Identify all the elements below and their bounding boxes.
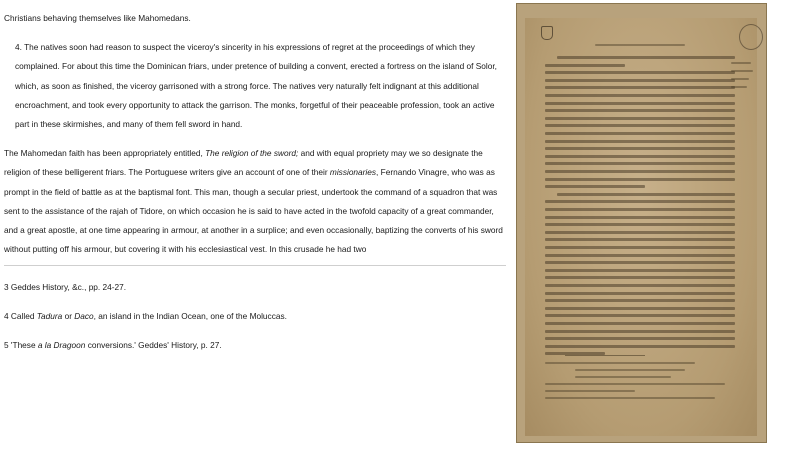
library-stamp-icon [541, 26, 553, 40]
main-italic-religion: The religion of the sword; [205, 148, 299, 159]
scan-text-line [545, 276, 735, 279]
scan-text-line [545, 140, 735, 143]
scan-text-line [557, 56, 735, 59]
main-part-2: and with equal propriety may we so designate the religion of these belligerent friars. The Portuguese writers give an account of one of their [4, 148, 483, 178]
scan-text-line [731, 70, 753, 72]
scan-text-line [545, 254, 735, 257]
scan-text-line [545, 64, 625, 67]
main-italic-missionaries: missionaries [329, 167, 377, 178]
scan-text-line [545, 383, 725, 385]
footnote-5-pre: 5 'These [4, 340, 38, 351]
scan-text-line [545, 223, 735, 226]
footnote-5-post: conversions.' Geddes' History, p. 27. [85, 340, 222, 351]
footnote-4-pre: 4 Called [4, 311, 37, 322]
scan-text-line [545, 397, 715, 399]
scan-text-line [545, 362, 695, 364]
scan-text-line [545, 314, 735, 317]
scan-text-line [545, 71, 735, 74]
footnote-4 [4, 297, 506, 326]
scan-text-line [545, 231, 735, 234]
scan-footnote-rule [565, 355, 645, 356]
scan-text-line [557, 193, 735, 196]
scan-text-line [545, 284, 735, 287]
scan-text-line [545, 292, 735, 295]
scan-text-line [545, 330, 735, 333]
main-part-3: , Fernando Vinagre, who was as prompt in the field of battle as at the baptismal font. This man, though a secular priest, undertook the command of a squadron that was sent to the assistance of the rajah of Tidore, on which occasion he is said to have acted in the twofold capacity of a great commander, and a great apostle, at one time appearing in armour, at another in a surplice; and even occasionally, baptizing the converts of his sword without putting off his armour, but covering it with his ecclesiastical vest. In this crusade he had two [4, 167, 503, 255]
footnote-3: 3 Geddes History, &c., pp. 24-27. [4, 282, 127, 293]
scan-text-line [545, 132, 735, 135]
scan-text-line [545, 94, 735, 97]
scan-text-line [595, 44, 685, 46]
paragraph-main [4, 144, 506, 259]
gl-monogram-icon [739, 24, 763, 50]
main-part-1: The Mahomedan faith has been appropriately entitled, [4, 148, 206, 159]
scan-text-line [575, 376, 671, 378]
page-scan-image [516, 3, 767, 443]
intro-line: Christians behaving themselves like Mahomedans. [4, 13, 191, 23]
paragraph-4-number: 4. [15, 42, 22, 53]
scan-text-line [545, 307, 735, 310]
paragraph-4 [4, 38, 506, 134]
scan-text-line [545, 117, 735, 120]
scan-text-line [545, 109, 735, 112]
scan-text-line [545, 208, 735, 211]
scan-text-line [545, 345, 735, 348]
scan-text-line [731, 78, 749, 80]
footnote-5-italic: a la Dragoon [37, 340, 86, 351]
scan-text-line [575, 369, 685, 371]
scan-text-line [545, 200, 735, 203]
scan-text-line [545, 322, 735, 325]
footnote-4-post: , an island in the Indian Ocean, one of the Moluccas. [93, 311, 287, 322]
scan-paper [525, 18, 757, 436]
paragraph-4-text: The natives soon had reason to suspect the viceroy's sincerity in his expressions of regret at the proceedings of which they complained. For about this time the Dominican friars, under pretence of building a convent, erected a fortress on the island of Solor, which, as soon as finished, the viceroy garrisoned with a strong force. The natives very naturally felt indignant at this additional encroachment, and took every opportunity to attack the garrison. The monks, forgetful of their peaceable profession, took an active part in these skirmishes, and many of them fell sword in hand. [15, 42, 497, 130]
scan-text-line [545, 124, 735, 127]
scan-text-line [545, 178, 735, 181]
footnote-4-daco: Daco [74, 311, 94, 322]
transcript-column [4, 0, 506, 355]
scan-text-line [545, 155, 735, 158]
scan-text-line [545, 390, 635, 392]
scan-text-line [545, 299, 735, 302]
scan-text-line [545, 216, 735, 219]
scan-text-line [545, 261, 735, 264]
scan-text-line [545, 185, 645, 188]
footnote-divider [4, 265, 506, 266]
scan-text-line [545, 79, 735, 82]
footnote-4-mid: or [62, 311, 75, 322]
scan-text-line [545, 337, 735, 340]
scan-text-line [545, 102, 735, 105]
footnote-5 [4, 326, 506, 355]
scan-text-line [545, 86, 735, 89]
scan-text-line [545, 170, 735, 173]
scan-text-line [545, 238, 735, 241]
footnote-4-tadura: Tadura [36, 311, 63, 322]
scan-text-line [545, 162, 735, 165]
scan-text-line [545, 246, 735, 249]
scan-text-line [731, 86, 747, 88]
scan-text-line [545, 147, 735, 150]
scan-text-line [731, 62, 751, 64]
scan-text-line [545, 269, 735, 272]
